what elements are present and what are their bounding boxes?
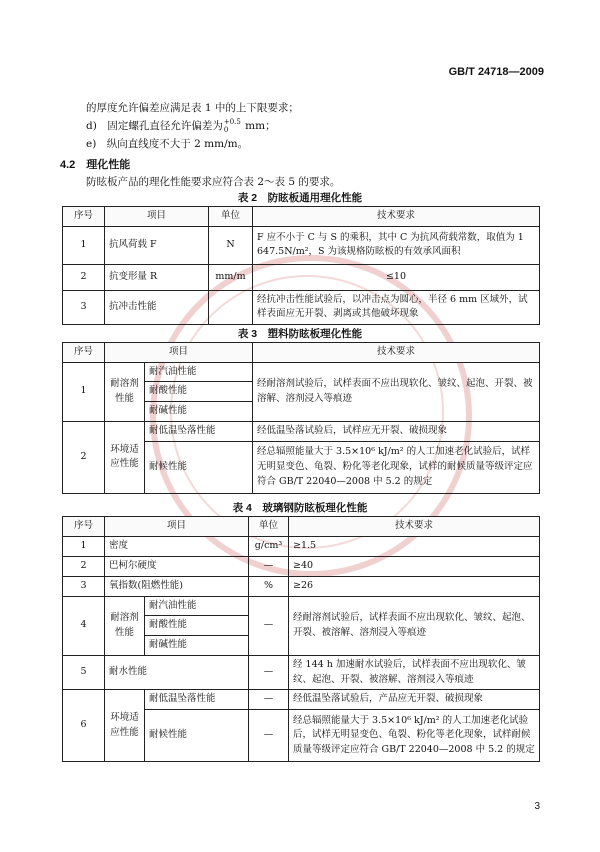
cell: 2: [63, 421, 105, 493]
page-number: 3: [534, 801, 540, 812]
table-row: [63, 690, 540, 710]
section-heading: [60, 156, 130, 172]
cell: mm/m: [209, 264, 253, 290]
cell: 6: [63, 690, 105, 762]
cell: 经 144 h 加速耐水试验后，试样表面不应出现软化、皱纹、起泡、开裂、被溶解、溶剂浸入等痕迹: [289, 655, 540, 689]
cell: 1: [63, 226, 105, 264]
cell: —: [249, 655, 289, 689]
cell: N: [209, 226, 253, 264]
cell: 耐低温坠落性能: [145, 690, 249, 710]
tolerance-lower: 0: [223, 126, 229, 134]
standard-number: GB/T 24718—2009: [448, 66, 544, 78]
table3-caption: 表 3 塑料防眩板理化性能: [237, 328, 363, 340]
cell: 耐低温坠落性能: [145, 421, 253, 441]
cell: 3: [63, 290, 105, 324]
para-line-2: [86, 118, 276, 134]
col-header: 序号: [63, 207, 105, 227]
para-line-1: 的厚度允许偏差应满足表 1 中的上下限要求；: [86, 102, 299, 114]
table-row: [63, 596, 540, 616]
col-header: 项目: [105, 517, 249, 537]
table4-header-row: [63, 517, 540, 537]
col-header: 单位: [249, 517, 289, 537]
cell: ≤10: [253, 264, 540, 290]
table-row: [63, 536, 540, 556]
cell: 经总辐照能量大于 3.5×10⁶ kJ/m² 的人工加速老化试验后，试样无明显变色、龟裂、粉化等老化现象，试样的耐候质量等级评定应符合 GB/T 22040—2008 中 5.2 的规定: [253, 441, 540, 493]
cell: 经低温坠落试验后，试样应无开裂、破损现象: [253, 421, 540, 441]
para-line-2-unit: mm；: [241, 120, 276, 132]
table4: [62, 516, 540, 762]
table-row: [63, 556, 540, 576]
col-header: 序号: [63, 517, 105, 537]
cell: 耐候性能: [145, 710, 249, 762]
col-header: 序号: [63, 343, 105, 363]
cell: 抗冲击性能: [105, 290, 209, 324]
cell: —: [249, 710, 289, 762]
table2: [62, 206, 540, 325]
cell: 耐汽油性能: [145, 596, 249, 616]
group-label: 环境适应性能: [105, 690, 145, 762]
cell: 5: [63, 655, 105, 689]
para-line-3: e) 纵向直线度不大于 2 mm/m。: [86, 138, 249, 150]
para-line-2-text: d) 固定螺孔直径允许偏差为: [86, 120, 223, 132]
cell: [209, 290, 253, 324]
cell: %: [249, 576, 289, 596]
table2-caption: 表 2 防眩板通用理化性能: [237, 192, 363, 204]
cell: 耐碱性能: [145, 636, 249, 656]
section-text: 防眩板产品的理化性能要求应符合表 2～表 5 的要求。: [86, 176, 341, 188]
col-header: 项目: [105, 343, 253, 363]
col-header: 技术要求: [253, 207, 540, 227]
table2-header-row: [63, 207, 540, 227]
col-header: 技术要求: [253, 343, 540, 363]
cell: 耐酸性能: [145, 616, 249, 636]
cell: 经耐溶剂试验后，试样表面不应出现软化、皱纹、起泡、开裂、被溶解、溶剂浸入等痕迹: [289, 596, 540, 655]
table-row: [63, 576, 540, 596]
cell: 1: [63, 362, 105, 421]
table3: [62, 342, 540, 494]
cell: 耐碱性能: [145, 402, 253, 422]
table-row: [63, 264, 540, 290]
cell: ≥1.5: [289, 536, 540, 556]
cell: 经总辐照能量大于 3.5×10⁶ kJ/m² 的人工加速老化试验后，试样无明显变色、龟裂、粉化等老化现象，试样耐候质量等级评定应符合 GB/T 22040—2008 中 5.2 的规定: [289, 710, 540, 762]
cell: 抗变形量 R: [105, 264, 209, 290]
cell: g/cm³: [249, 536, 289, 556]
cell: 巴柯尔硬度: [105, 556, 249, 576]
cell: 经抗冲击性能试验后，以冲击点为圆心，半径 6 mm 区域外，试样表面应无开裂、剥离或其他破坏现象: [253, 290, 540, 324]
cell: —: [249, 596, 289, 655]
cell: ≥40: [289, 556, 540, 576]
cell: 1: [63, 536, 105, 556]
cell: —: [249, 690, 289, 710]
table3-header-row: [63, 343, 540, 363]
cell: 耐酸性能: [145, 382, 253, 402]
cell: 氧指数(阻燃性能): [105, 576, 249, 596]
cell: 耐汽油性能: [145, 362, 253, 382]
table4-caption: 表 4 玻璃钢防眩板理化性能: [232, 502, 368, 514]
section-title: 理化性能: [86, 159, 131, 171]
cell: 耐水性能: [105, 655, 249, 689]
col-header: 项目: [105, 207, 209, 227]
cell: 耐候性能: [145, 441, 253, 493]
table-row: [63, 421, 540, 441]
cell: 2: [63, 556, 105, 576]
section-number: 4.2: [60, 159, 76, 171]
table-row: [63, 226, 540, 264]
table-row: [63, 290, 540, 324]
group-label: 耐溶剂性能: [105, 362, 145, 421]
cell: F 应不小于 C 与 S 的乘积，其中 C 为抗风荷载常数，取值为 1 647.5N/m²，S 为该规格防眩板的有效承风面积: [253, 226, 540, 264]
cell: 密度: [105, 536, 249, 556]
col-header: 单位: [209, 207, 253, 227]
group-label: 环境适应性能: [105, 421, 145, 493]
group-label: 耐溶剂性能: [105, 596, 145, 655]
cell: 4: [63, 596, 105, 655]
cell: —: [249, 556, 289, 576]
cell: 经耐溶剂试验后，试样表面不应出现软化、皱纹、起泡、开裂、被溶解、溶剂浸入等痕迹: [253, 362, 540, 421]
cell: ≥26: [289, 576, 540, 596]
cell: 抗风荷载 F: [105, 226, 209, 264]
cell: 3: [63, 576, 105, 596]
table-row: [63, 362, 540, 382]
cell: 经低温坠落试验后，产品应无开裂、破损现象: [289, 690, 540, 710]
col-header: 技术要求: [289, 517, 540, 537]
table-row: [63, 655, 540, 689]
cell: 2: [63, 264, 105, 290]
tolerance-upper: +0.5: [223, 118, 241, 126]
